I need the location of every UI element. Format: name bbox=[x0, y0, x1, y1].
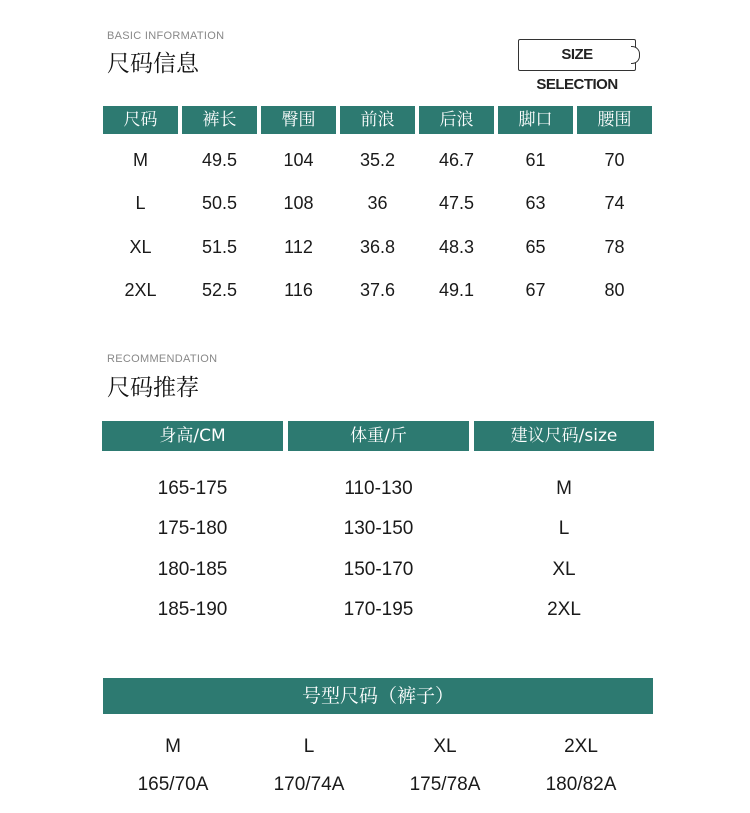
size-table-col-back-rise: 后浪 bbox=[419, 106, 494, 134]
basic-info-caption: BASIC INFORMATION bbox=[107, 30, 225, 42]
table-cell: 2XL bbox=[564, 736, 598, 757]
table-cell: 150-170 bbox=[343, 559, 414, 580]
table-row bbox=[103, 277, 653, 303]
size-selection-badge: SIZE SELECTION bbox=[518, 39, 636, 71]
table-cell: 63 bbox=[525, 193, 546, 213]
table-cell: M bbox=[556, 478, 572, 499]
table-cell: 52.5 bbox=[201, 280, 238, 300]
recommend-col-size: 建议尺码/size bbox=[474, 421, 654, 451]
table-cell: 185-190 bbox=[157, 599, 228, 620]
table-cell: 165-175 bbox=[157, 478, 228, 499]
table-row bbox=[102, 597, 654, 623]
size-table-col-front-rise: 前浪 bbox=[340, 106, 415, 134]
table-cell: XL bbox=[129, 237, 152, 257]
table-cell: 35.2 bbox=[359, 150, 396, 170]
table-cell: 61 bbox=[525, 150, 546, 170]
table-cell: 78 bbox=[604, 237, 625, 257]
table-cell: 46.7 bbox=[438, 150, 475, 170]
table-cell: 180/82A bbox=[545, 774, 617, 795]
model-size-row bbox=[105, 734, 649, 760]
table-cell: M bbox=[133, 150, 148, 170]
table-cell: 180-185 bbox=[157, 559, 228, 580]
recommendation-caption: RECOMMENDATION bbox=[107, 353, 218, 365]
table-cell: 2XL bbox=[547, 599, 581, 620]
table-cell: L bbox=[558, 518, 570, 539]
badge-tail-shape bbox=[631, 46, 640, 64]
recommend-col-height: 身高/CM bbox=[102, 421, 283, 451]
table-cell: 65 bbox=[525, 237, 546, 257]
table-cell: L bbox=[135, 193, 146, 213]
recommend-table-header bbox=[102, 421, 654, 451]
recommendation-title: 尺码推荐 bbox=[107, 375, 199, 401]
table-cell: 116 bbox=[284, 280, 313, 300]
table-cell: M bbox=[165, 736, 181, 757]
model-code-row bbox=[105, 772, 649, 798]
table-cell: 170-195 bbox=[343, 599, 414, 620]
table-cell: 170/74A bbox=[273, 774, 345, 795]
table-cell: 70 bbox=[604, 150, 625, 170]
table-cell: XL bbox=[433, 736, 457, 757]
table-cell: 130-150 bbox=[343, 518, 414, 539]
table-cell: L bbox=[303, 736, 315, 757]
table-cell: 48.3 bbox=[438, 237, 475, 257]
table-row bbox=[103, 234, 653, 260]
size-table-header bbox=[103, 106, 653, 134]
table-cell: 36 bbox=[367, 193, 388, 213]
table-cell: 49.5 bbox=[201, 150, 238, 170]
recommend-col-weight: 体重/斤 bbox=[288, 421, 469, 451]
table-cell: 51.5 bbox=[201, 237, 238, 257]
table-cell: 2XL bbox=[124, 280, 157, 300]
table-cell: 108 bbox=[283, 193, 314, 213]
table-row bbox=[102, 557, 654, 583]
table-cell: 47.5 bbox=[438, 193, 475, 213]
table-row bbox=[102, 516, 654, 542]
table-cell: 175-180 bbox=[157, 518, 228, 539]
table-cell: 165/70A bbox=[137, 774, 209, 795]
table-row bbox=[103, 190, 653, 216]
table-cell: 104 bbox=[283, 150, 314, 170]
table-cell: 67 bbox=[525, 280, 546, 300]
size-table-col-length: 裤长 bbox=[182, 106, 257, 134]
table-cell: 112 bbox=[284, 237, 313, 257]
table-cell: 49.1 bbox=[438, 280, 475, 300]
table-cell: 175/78A bbox=[409, 774, 481, 795]
table-cell: 36.8 bbox=[359, 237, 396, 257]
size-table-col-hip: 臀围 bbox=[261, 106, 336, 134]
table-cell: 50.5 bbox=[201, 193, 238, 213]
table-row bbox=[102, 476, 654, 502]
size-table-col-waist: 腰围 bbox=[577, 106, 652, 134]
size-table-col-hem: 脚口 bbox=[498, 106, 573, 134]
table-row bbox=[103, 147, 653, 173]
model-size-header: 号型尺码（裤子） bbox=[103, 678, 653, 714]
table-cell: 80 bbox=[604, 280, 625, 300]
table-cell: 74 bbox=[604, 193, 625, 213]
table-cell: 110-130 bbox=[344, 478, 413, 499]
size-table-col-size: 尺码 bbox=[103, 106, 178, 134]
table-cell: 37.6 bbox=[359, 280, 396, 300]
table-cell: XL bbox=[552, 559, 576, 580]
basic-info-title: 尺码信息 bbox=[107, 51, 199, 77]
